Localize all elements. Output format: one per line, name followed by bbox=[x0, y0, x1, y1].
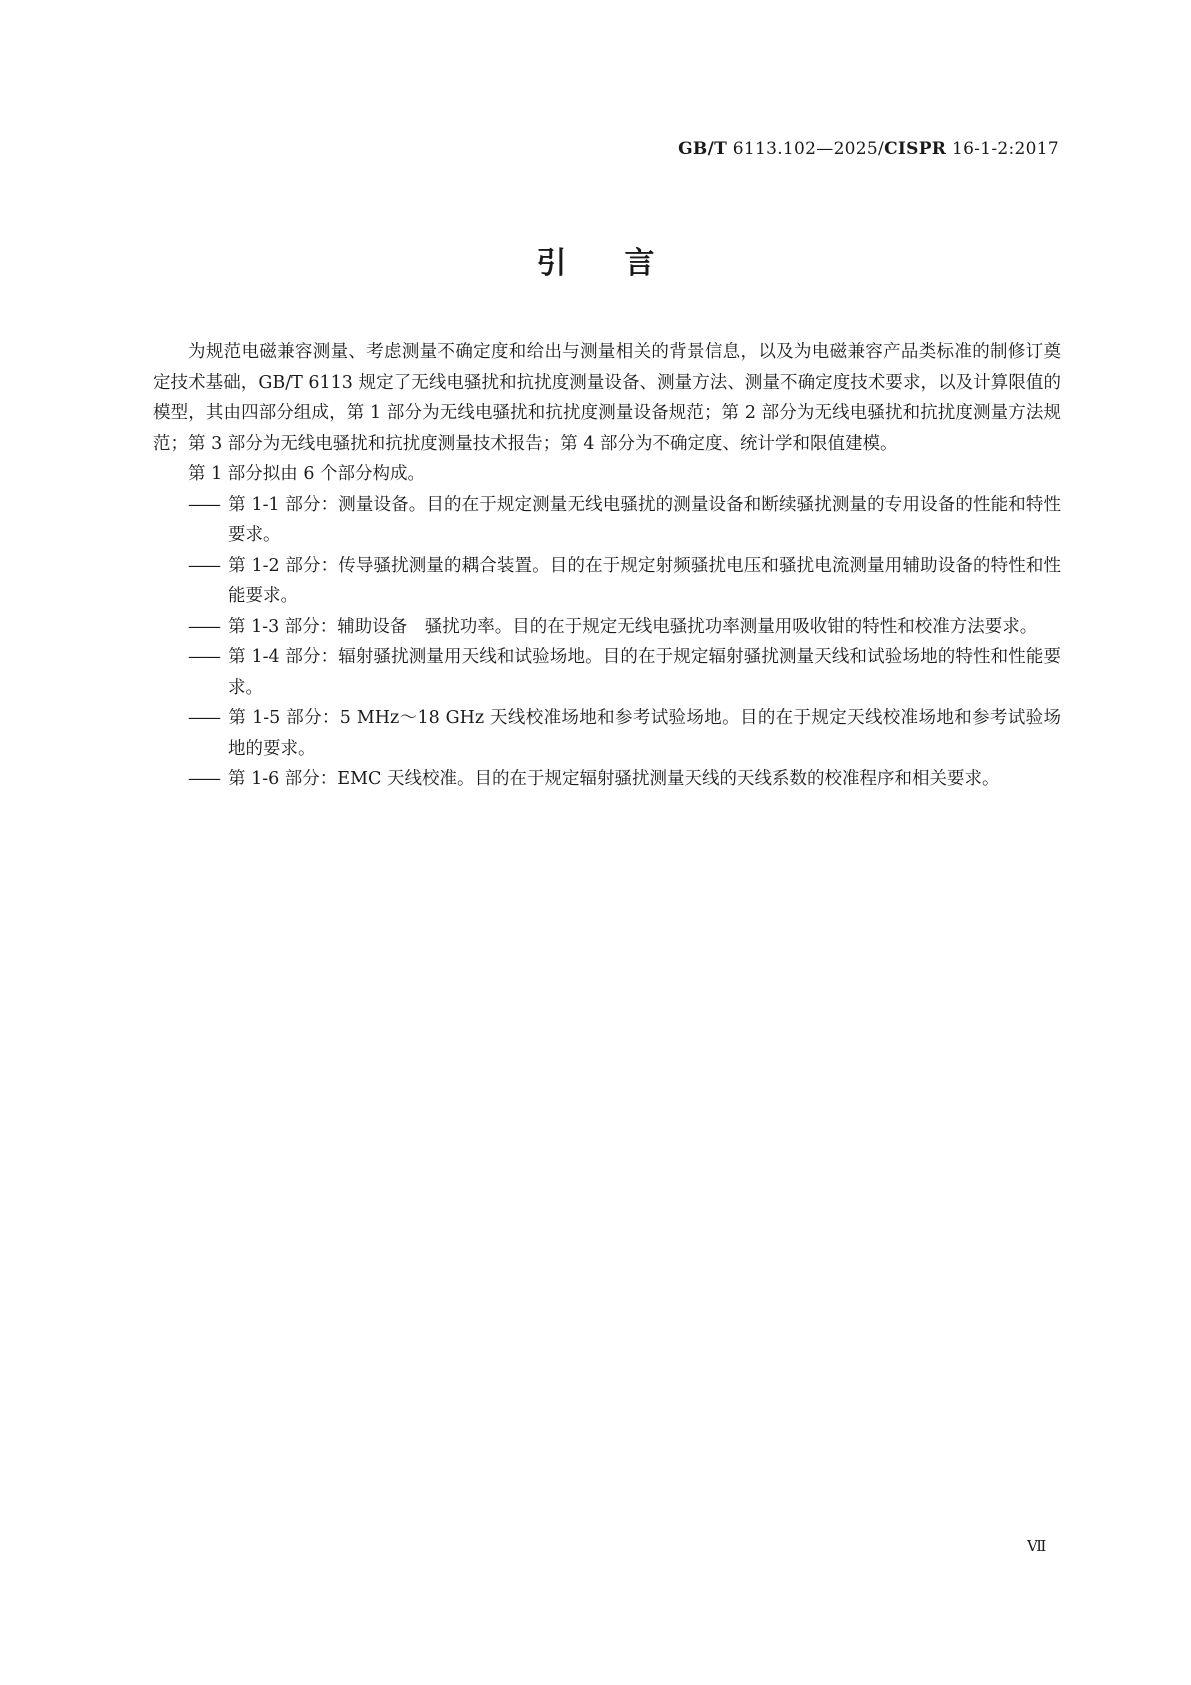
list-dash: —— bbox=[188, 769, 219, 789]
intro-paragraph: 为规范电磁兼容测量、考虑测量不确定度和给出与测量相关的背景信息，以及为电磁兼容产品类标准的制修订奠定技术基础，GB/T 6113 规定了无线电骚扰和抗扰度测量设备、测量方法、测量不确定度技术要求，以及计算限值的模型，其由四部分组成，第 1 部分为无线电骚扰和抗扰度测量设备规范；第 2 部分为无线电骚扰和抗扰度测量方法规范；第 3 部分为无线电骚扰和抗扰度测量技术报告；第 4 部分为不确定度、统计学和限值建模。 bbox=[153, 342, 1061, 454]
list-item-text: 第 1-6 部分：EMC 天线校准。目的在于规定辐射骚扰测量天线的天线系数的校准程序和相关要求。 bbox=[228, 769, 1000, 789]
list-item bbox=[153, 764, 1061, 795]
list-dash: —— bbox=[188, 494, 219, 515]
list-dash: —— bbox=[188, 708, 219, 728]
list-item bbox=[153, 551, 1061, 612]
header-code-cispr: CISPR bbox=[884, 139, 947, 159]
list-dash: —— bbox=[188, 647, 219, 667]
list-dash: —— bbox=[188, 616, 219, 637]
header-code-num: 6113.102—2025/ bbox=[732, 139, 885, 159]
list-item-text: 第 1-4 部分：辐射骚扰测量用天线和试验场地。目的在于规定辐射骚扰测量天线和试验场地的特性和性能要求。 bbox=[228, 647, 1061, 698]
list-item bbox=[153, 490, 1061, 551]
list-dash: —— bbox=[188, 555, 219, 576]
list-item-text: 第 1-3 部分：辅助设备 骚扰功率。目的在于规定无线电骚扰功率测量用吸收钳的特性和校准方法要求。 bbox=[228, 616, 1038, 637]
list-item bbox=[153, 642, 1061, 703]
document-code-header bbox=[678, 139, 1059, 159]
header-code-tail: 16-1-2:2017 bbox=[951, 139, 1059, 159]
list-item-text: 第 1-1 部分：测量设备。目的在于规定测量无线电骚扰的测量设备和断续骚扰测量的专用设备的性能和特性要求。 bbox=[228, 494, 1061, 545]
header-code-left: GB/T bbox=[678, 139, 728, 159]
list-item-text: 第 1-5 部分：5 MHz～18 GHz 天线校准场地和参考试验场地。目的在于规定天线校准场地和参考试验场地的要求。 bbox=[228, 708, 1061, 759]
list-item bbox=[153, 703, 1061, 764]
page-title: 引言 bbox=[536, 246, 713, 281]
page-number: Ⅶ bbox=[1027, 1537, 1047, 1555]
part-count-paragraph: 第 1 部分拟由 6 个部分构成。 bbox=[188, 464, 426, 484]
parts-list bbox=[153, 490, 1061, 795]
list-item bbox=[153, 612, 1061, 643]
list-item-text: 第 1-2 部分：传导骚扰测量的耦合装置。目的在于规定射频骚扰电压和骚扰电流测量用辅助设备的特性和性能要求。 bbox=[228, 555, 1061, 606]
document-body bbox=[153, 337, 1061, 795]
